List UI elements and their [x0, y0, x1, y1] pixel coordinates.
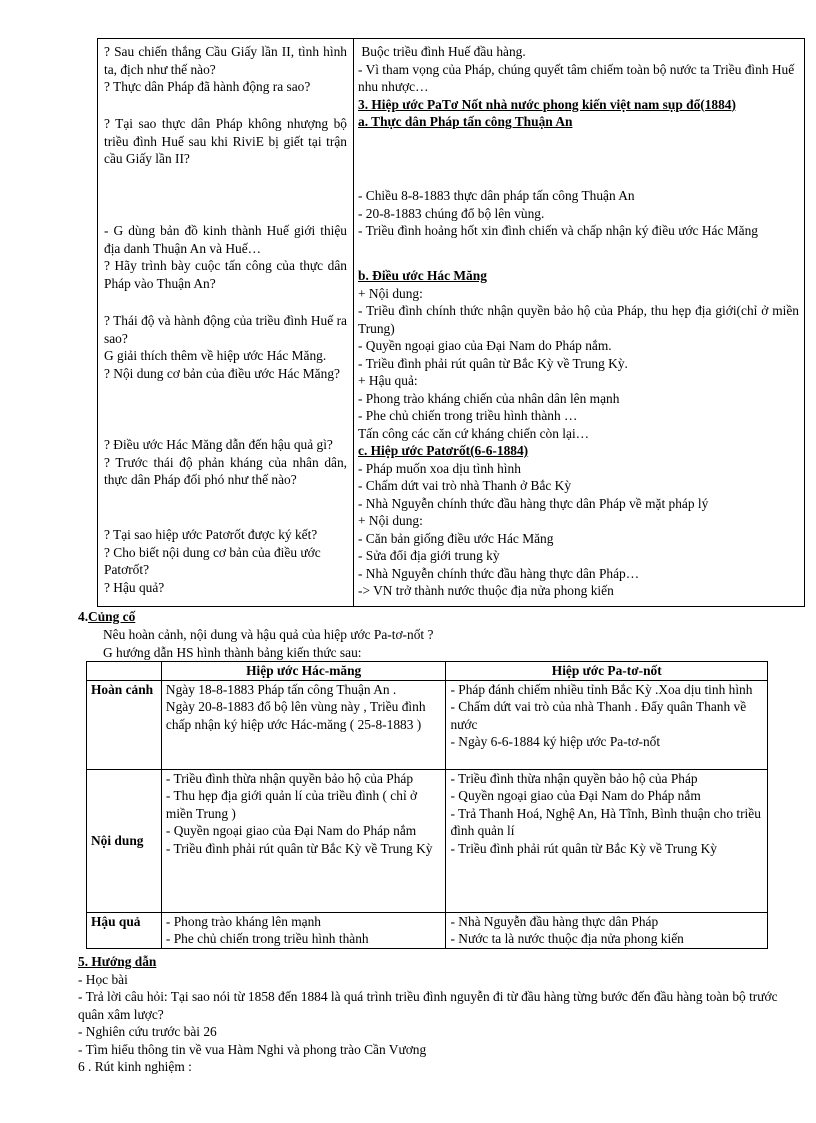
content-column: [354, 39, 805, 606]
section-4-number: 4.: [78, 609, 89, 624]
cell-line: - Triều đình phải rút quân từ Bắc Kỳ về Trung Kỳ: [450, 840, 717, 856]
question-block-1: [104, 43, 351, 96]
content-line: Tấn công các căn cứ kháng chiến còn lại…: [358, 425, 590, 441]
content-line: - 20-8-1883 chúng đổ bộ lên vùng.: [358, 205, 545, 221]
cell-line: - Nước ta là nước thuộc địa nửa phong kiến: [450, 931, 684, 946]
content-block-3: [358, 267, 803, 600]
content-line: - Phong trào kháng chiến của nhân dân lên mạnh: [358, 390, 620, 406]
table-cell: [446, 769, 768, 912]
cell-line: - Phong trào kháng lên mạnh: [165, 913, 321, 929]
content-line: - Triều đình hoảng hốt xin đình chiến và chấp nhận ký điều ước Hác Măng: [358, 223, 758, 238]
cell-line: Ngày 18-8-1883 Pháp tấn công Thuận An .: [165, 681, 397, 697]
row-label: Hậu quả: [87, 912, 162, 948]
section-heading-3: 3. Hiệp ước PaTơ Nốt nhà nước phong kiến việt nam sụp đổ(1884): [358, 96, 736, 112]
content-line: Buộc triều đình Huế đầu hàng.: [358, 44, 526, 59]
question-block-6: [104, 526, 347, 596]
section-4-guide: G hướng dẫn HS hình thành bảng kiến thức sau:: [103, 645, 362, 660]
cell-line: - Trả Thanh Hoá, Nghệ An, Hà Tĩnh, Bình thuận cho triều đình quản lí: [450, 805, 765, 838]
guide-item: - Học bài: [78, 971, 128, 987]
table-cell: [161, 680, 446, 769]
question-line: ? Nội dung cơ bản của điều ước Hác Măng?: [104, 365, 340, 381]
content-line: - Căn bản giống điều ước Hác Măng: [358, 530, 554, 546]
question-block-2: [104, 115, 351, 168]
section-5: [78, 953, 781, 1076]
subheading-c-text: c. Hiệp ước Patơrốt(6-6-1884): [358, 443, 529, 458]
cell-line: - Triều đình phải rút quân từ Bắc Kỳ về Trung Kỳ: [165, 840, 433, 856]
table-cell: [161, 769, 446, 912]
question-line: - G dùng bản đồ kinh thành Huế giới thiệu địa danh Thuận An và Huế…: [104, 223, 351, 256]
question-line: ? Điều ước Hác Măng dẫn đến hậu quả gì?: [104, 437, 333, 452]
section-4-question: Nêu hoàn cảnh, nội dung và hậu quả của hiệp ước Pa-tơ-nốt ?: [103, 627, 434, 642]
table-row: [87, 912, 768, 948]
teacher-activity-column: [98, 39, 354, 606]
content-line: + Nội dung:: [358, 513, 423, 528]
question-line: ? Tại sao hiệp ước Patơrốt được ký kết?: [104, 527, 318, 542]
question-line: ? Trước thái độ phản kháng của nhân dân, thực dân Pháp đối phó như thế nào?: [104, 454, 351, 487]
content-line: - Pháp muốn xoa dịu tình hình: [358, 460, 521, 476]
cell-line: Ngày 20-8-1883 đổ bộ lên vùng này , Triều đình chấp nhận ký hiệp ước Hác-măng ( 25-8-1883 ): [165, 699, 429, 732]
question-block-4: [104, 312, 351, 382]
cell-line: - Chấm dứt vai trò của nhà Thanh . Đẩy quân Thanh về nước: [450, 699, 750, 732]
section-4-title: Củng cố: [88, 609, 136, 624]
cell-line: - Phe chủ chiến trong triều hình thành: [165, 931, 369, 946]
content-line: - Phe chủ chiến trong triều hình thành …: [358, 408, 578, 423]
content-line: - Triều đình chính thức nhận quyền bảo hộ của Pháp, thu hẹp địa giới(chỉ ở miền Trung): [358, 303, 803, 336]
header-cell: Hiệp ước Hác-măng: [161, 662, 446, 681]
question-line: ? Hậu quả?: [104, 579, 165, 595]
content-line: - Chấm dứt vai trò nhà Thanh ở Bắc Kỳ: [358, 478, 572, 493]
content-block-2: [358, 187, 799, 240]
question-block-5: [104, 436, 351, 489]
content-line: - Chiều 8-8-1883 thực dân pháp tấn công Thuận An: [358, 188, 635, 203]
table-row: [87, 680, 768, 769]
table-cell: [446, 680, 768, 769]
cell-line: - Quyền ngoại giao của Đại Nam do Pháp nắm: [450, 788, 701, 803]
content-line: - Nhà Nguyễn chính thức đầu hàng thực dân Pháp…: [358, 565, 640, 581]
question-line: ? Sau chiến thắng Cầu Giấy lần II, tình hình ta, địch như thế nào?: [104, 44, 351, 77]
section-6-heading: 6 . Rút kinh nghiệm :: [78, 1059, 192, 1074]
content-line: + Nội dung:: [358, 285, 423, 301]
content-line: - Triều đình phải rút quân từ Bắc Kỳ về Trung Kỳ.: [358, 355, 628, 371]
content-line: - Vì tham vọng của Pháp, chúng quyết tâm chiếm toàn bộ nước ta Triều đình Huế nhu nhược…: [358, 61, 798, 94]
cell-line: - Pháp đánh chiếm nhiều tỉnh Bắc Kỳ .Xoa dịu tinh hình: [450, 681, 753, 697]
question-line: ? Thực dân Pháp đã hành động ra sao?: [104, 79, 311, 94]
content-line: + Hậu quả:: [358, 373, 418, 388]
table-cell: [446, 912, 768, 948]
content-line: - Nhà Nguyễn chính thức đầu hàng thực dân Pháp về mặt pháp lý: [358, 495, 709, 511]
row-label: Nội dung: [87, 769, 162, 912]
subheading-a: a. Thực dân Pháp tấn công Thuận An: [358, 114, 573, 129]
content-line: -> VN trở thành nước thuộc địa nửa phong kiến: [358, 583, 614, 598]
table-header-row: [87, 662, 768, 681]
header-cell: [87, 662, 162, 681]
cell-line: - Ngày 6-6-1884 ký hiệp ước Pa-tơ-nốt: [450, 734, 661, 749]
content-block-1: [358, 43, 799, 131]
question-line: G giải thích thêm về hiệp ước Hác Măng.: [104, 348, 327, 363]
question-line: ? Thái độ và hành động của triều đình Huế ra sao?: [104, 313, 351, 346]
guide-item: - Trả lời câu hỏi: Tại sao nói từ 1858 đến 1884 là quá trình triều đình nguyễn đi từ đầu hàng từng bước đến đầu hàng toàn bộ trước quân xâm lược?: [78, 989, 781, 1022]
cell-line: - Nhà Nguyễn đầu hàng thực dân Pháp: [450, 913, 659, 929]
section-4-heading: [78, 608, 135, 626]
table-row: [87, 769, 768, 912]
guide-item: - Tìm hiểu thông tin về vua Hàm Nghi và phong trào Cần Vương: [78, 1041, 427, 1057]
question-line: ? Hãy trình bày cuộc tấn công của thực dân Pháp vào Thuận An?: [104, 258, 351, 291]
question-line: ? Tại sao thực dân Pháp không nhượng bộ triều đình Huế sau khi RiviE bị giết tại trận cầu Giấy lần II?: [104, 116, 351, 166]
cell-line: - Thu hẹp địa giới quản lí của triều đình ( chỉ ở miền Trung ): [165, 788, 421, 821]
cell-line: - Triều đình thừa nhận quyền bảo hộ của Pháp: [165, 770, 414, 786]
question-block-3: [104, 222, 351, 292]
subheading-c: [358, 442, 799, 460]
question-line: ? Cho biết nội dung cơ bản của điều ước Patơrốt?: [104, 544, 325, 577]
lesson-table: [97, 38, 805, 607]
content-line: - Sửa đổi địa giới trung kỳ: [358, 548, 500, 563]
cell-line: - Quyền ngoại giao của Đại Nam do Pháp nắm: [165, 823, 417, 838]
guide-item: - Nghiên cứu trước bài 26: [78, 1024, 217, 1039]
content-line: - Quyền ngoại giao của Đại Nam do Pháp nắm.: [358, 338, 612, 353]
row-label: Hoàn cảnh: [87, 680, 162, 769]
cell-line: - Triều đình thừa nhận quyền bảo hộ của Pháp: [450, 770, 698, 786]
section-5-heading: 5. Hướng dẫn: [78, 954, 157, 969]
subheading-b: b. Điều ước Hác Măng: [358, 268, 487, 283]
table-cell: [161, 912, 446, 948]
comparison-table: [86, 661, 768, 949]
header-cell: Hiệp ước Pa-tơ-nốt: [446, 662, 768, 681]
